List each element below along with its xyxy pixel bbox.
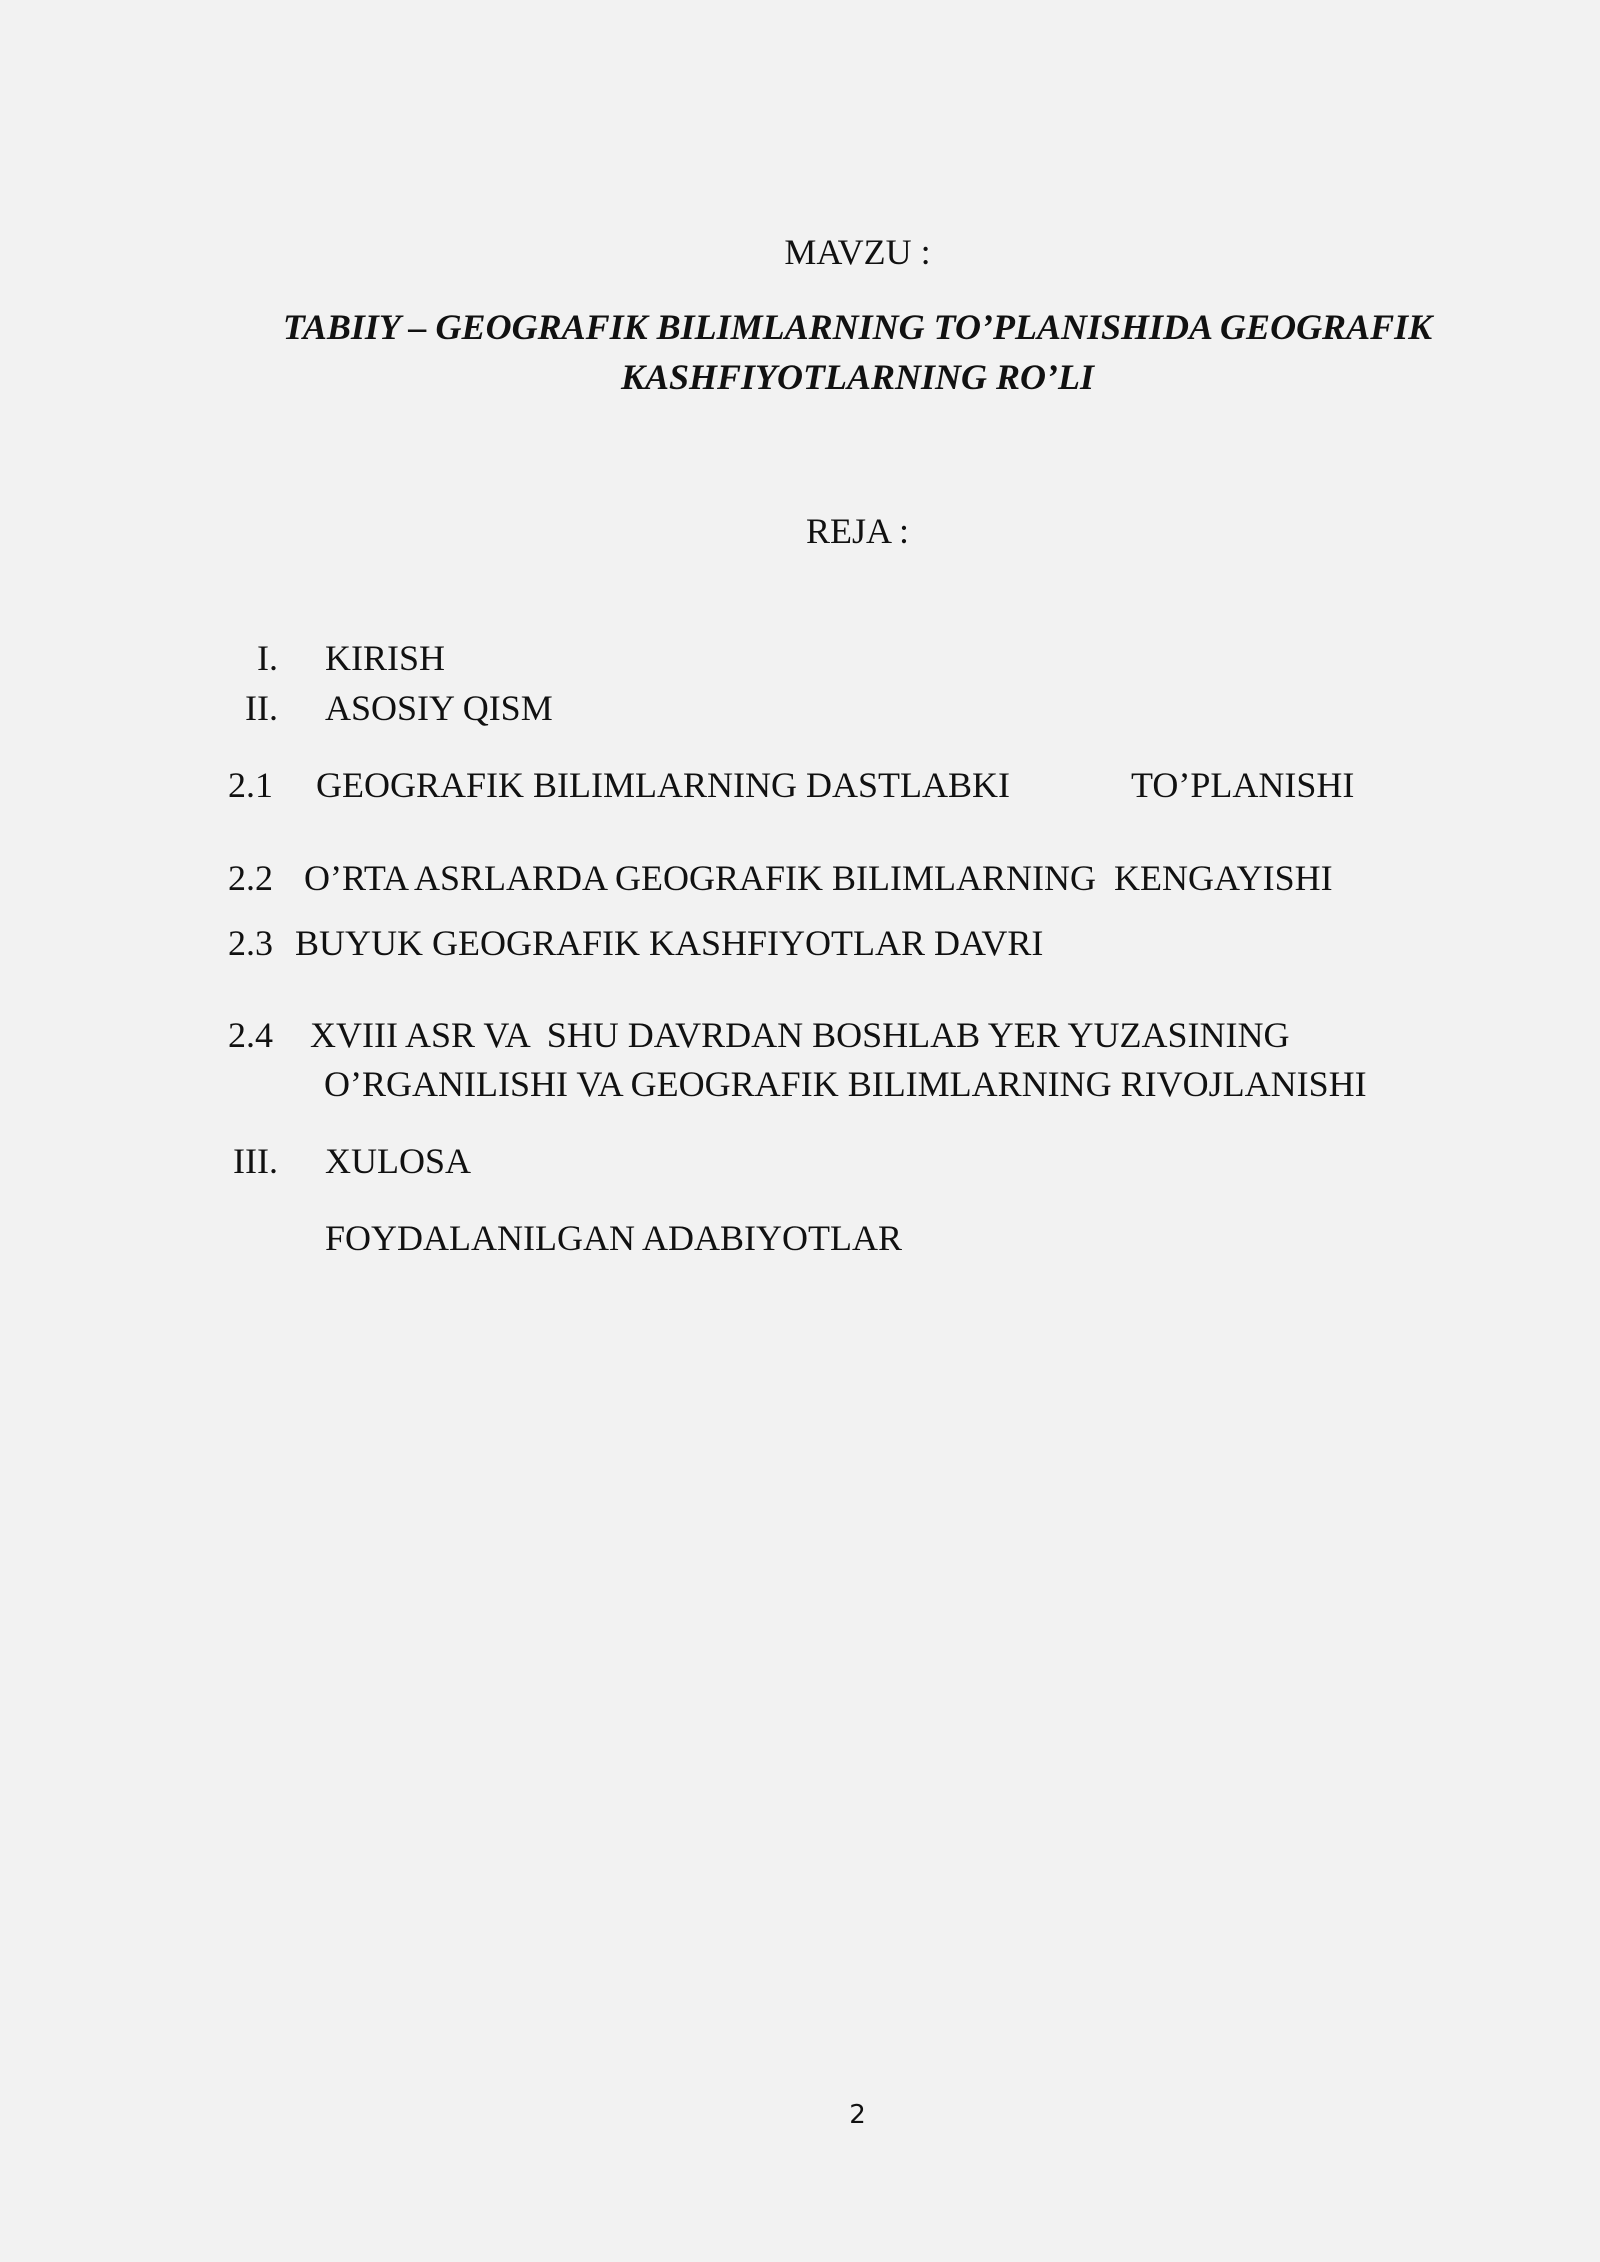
title-line-2: KASHFIYOTLARNING RO’LI: [620, 357, 1095, 397]
plan-item-1-text: KIRISH: [325, 638, 446, 678]
plan-sub-4-text-line-1: XVIII ASR VA SHU DAVRDAN BOSHLAB YER YUZASINING: [310, 1015, 1290, 1055]
plan-sub-2-text: O’RTA ASRLARDA GEOGRAFIK BILIMLARNING KENGAYISHI: [304, 858, 1333, 898]
plan-item-2-text: ASOSIY QISM: [325, 688, 553, 728]
plan-sub-1-text-a: GEOGRAFIK BILIMLARNING DASTLABKI: [316, 765, 1010, 805]
plan-item-3-number: III.: [233, 1141, 278, 1181]
plan-sub-3-text: BUYUK GEOGRAFIK KASHFIYOTLAR DAVRI: [295, 923, 1044, 963]
plan-label: REJA :: [805, 511, 910, 551]
plan-item-1-number: I.: [257, 638, 278, 678]
page-number: 2: [849, 2100, 866, 2130]
title-line-1: TABIIY – GEOGRAFIK BILIMLARNING TO’PLANISHIDA GEOGRAFIK: [282, 307, 1433, 347]
plan-item-3-text: XULOSA: [325, 1141, 472, 1181]
document-title: [200, 302, 1515, 402]
plan-item-2-number: II.: [245, 688, 278, 728]
plan-sub-4-number: 2.4: [228, 1015, 273, 1055]
plan-sub-1-number: 2.1: [228, 765, 273, 805]
references-heading: FOYDALANILGAN ADABIYOTLAR: [325, 1218, 902, 1258]
topic-label: MAVZU :: [784, 232, 931, 272]
plan-sub-1-text-b: TO’PLANISHI: [1131, 765, 1355, 805]
plan-sub-4-text-line-2: O’RGANILISHI VA GEOGRAFIK BILIMLARNING RIVOJLANISHI: [324, 1064, 1367, 1104]
plan-sub-2-number: 2.2: [228, 858, 273, 898]
plan-sub-3-number: 2.3: [228, 923, 273, 963]
